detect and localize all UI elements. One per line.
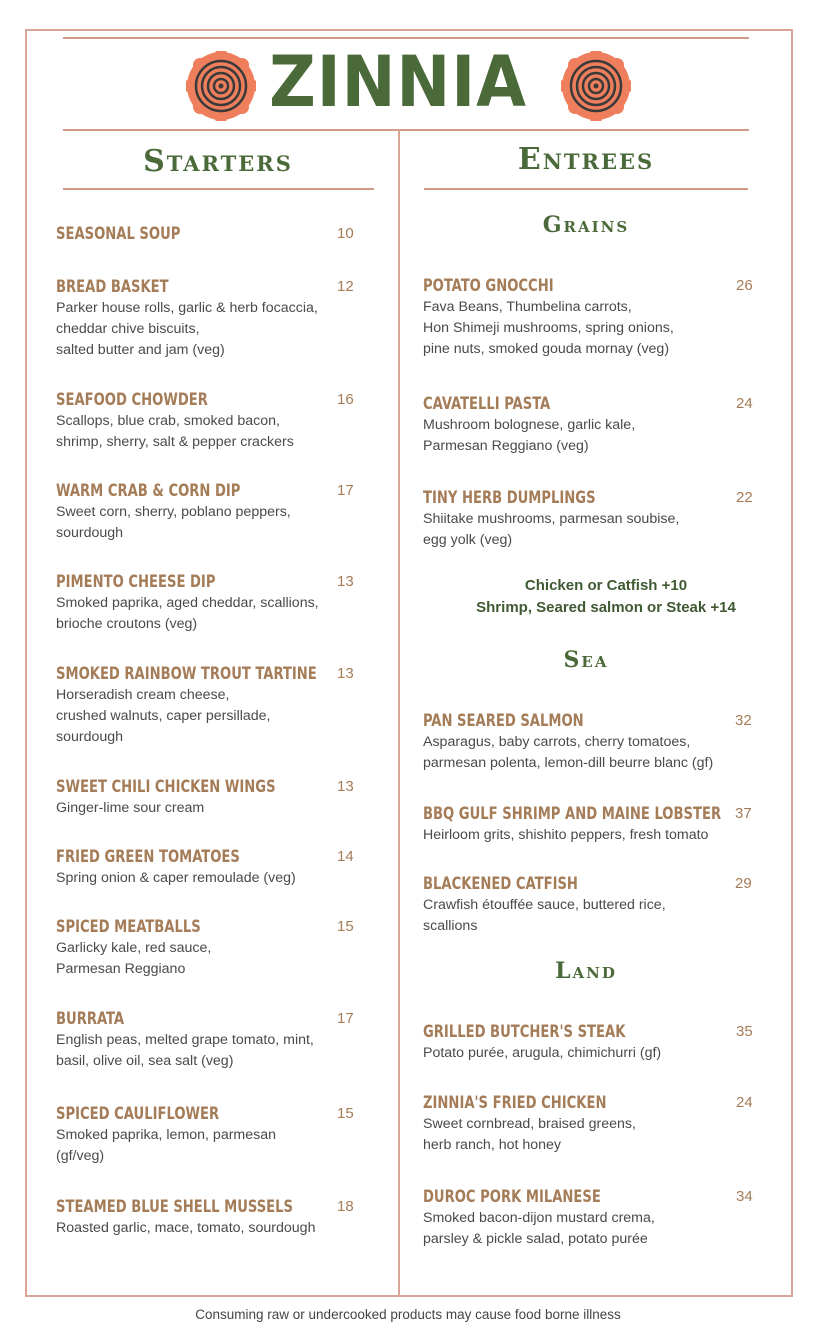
menu-item-name: PIMENTO CHEESE DIP — [56, 572, 216, 592]
menu-item-description: pine nuts, smoked gouda mornay (veg) — [423, 341, 670, 357]
menu-item-name: STEAMED BLUE SHELL MUSSELS — [56, 1197, 294, 1217]
menu-item-name: SEASONAL SOUP — [56, 224, 181, 244]
menu-item — [423, 1092, 636, 1156]
grains-heading: Grains — [542, 212, 630, 238]
menu-item-description: basil, olive oil, sea salt (veg) — [56, 1053, 234, 1069]
menu-item-description: (gf/veg) — [56, 1148, 105, 1164]
menu-item-price: 32 — [735, 712, 752, 729]
menu-item-price: 15 — [337, 1105, 354, 1122]
sea-heading: Sea — [563, 647, 609, 673]
addon-line: Chicken or Catfish +10 — [524, 577, 688, 594]
menu-item-description: Asparagus, baby carrots, cherry tomatoes, — [423, 734, 691, 750]
menu-item-description: Sweet corn, sherry, poblano peppers, — [56, 504, 291, 520]
menu-item-name: SPICED MEATBALLS — [56, 917, 201, 937]
zinnia-flower-icon — [561, 51, 631, 121]
menu-item — [423, 1021, 661, 1064]
zinnia-flower-icon — [186, 51, 256, 121]
restaurant-name: ZINNIA — [269, 41, 527, 123]
menu-item-description: egg yolk (veg) — [423, 532, 513, 548]
header-top-rule — [63, 37, 749, 39]
menu-item-name: PAN SEARED SALMON — [423, 711, 584, 731]
menu-item-description: Fava Beans, Thumbelina carrots, — [423, 299, 632, 315]
menu-item-description: Mushroom bolognese, garlic kale, — [423, 417, 636, 433]
menu-item-name: BBQ GULF SHRIMP AND MAINE LOBSTER — [423, 804, 722, 824]
menu-item — [423, 1186, 655, 1250]
menu-item-name: TINY HERB DUMPLINGS — [423, 488, 596, 508]
menu-item — [56, 663, 359, 748]
menu-item-name: SWEET CHILI CHICKEN WINGS — [56, 777, 276, 797]
menu-item-description: scallions — [423, 918, 478, 934]
menu-item — [56, 480, 291, 544]
menu-item-name: GRILLED BUTCHER'S STEAK — [423, 1022, 626, 1042]
menu-item-description: Parmesan Reggiano — [56, 961, 186, 977]
menu-item-description: sourdough — [56, 525, 124, 541]
menu-item-price: 12 — [337, 278, 354, 295]
menu-item-price: 35 — [736, 1023, 753, 1040]
menu-item-name: BREAD BASKET — [56, 277, 169, 297]
header-bottom-rule — [63, 129, 749, 131]
column-divider — [398, 130, 400, 1296]
menu-item-description: brioche croutons (veg) — [56, 616, 198, 632]
menu-item-description: salted butter and jam (veg) — [56, 342, 225, 358]
menu-item-name: DUROC PORK MILANESE — [423, 1187, 601, 1207]
menu-item — [56, 1008, 314, 1072]
menu-item-description: Smoked paprika, lemon, parmesan — [56, 1127, 277, 1143]
menu-item-name: SPICED CAULIFLOWER — [56, 1104, 220, 1124]
menu-item-price: 13 — [337, 573, 354, 590]
land-heading: Land — [555, 958, 617, 984]
menu-item — [423, 393, 635, 457]
starters-heading: Starters — [143, 144, 293, 179]
menu-item-description: Shiitake mushrooms, parmesan soubise, — [423, 511, 680, 527]
menu-item-description: Smoked paprika, aged cheddar, scallions, — [56, 595, 319, 611]
menu-item-price: 17 — [337, 482, 354, 499]
menu-item-name: FRIED GREEN TOMATOES — [56, 847, 240, 867]
menu-item-description: sourdough — [56, 729, 124, 745]
menu-item — [56, 846, 296, 889]
menu-item — [423, 275, 674, 360]
menu-item-name: ZINNIA'S FRIED CHICKEN — [423, 1093, 607, 1113]
menu-item — [56, 223, 201, 245]
menu-item-price: 16 — [337, 391, 354, 408]
menu-item-description: Scallops, blue crab, smoked bacon, — [56, 413, 280, 429]
menu-item-description: herb ranch, hot honey — [423, 1137, 562, 1153]
starters-rule — [63, 188, 374, 190]
menu-item-name: CAVATELLI PASTA — [423, 394, 551, 414]
menu-item-description: Parker house rolls, garlic & herb focaccia, — [56, 300, 318, 316]
menu-item-name: BURRATA — [56, 1009, 125, 1029]
menu-item-price: 18 — [337, 1198, 354, 1215]
menu-item-description: Heirloom grits, shishito peppers, fresh tomato — [423, 827, 709, 843]
entrees-rule — [424, 188, 748, 190]
menu-item — [56, 571, 319, 635]
menu-item-description: parmesan polenta, lemon-dill beurre blanc (gf) — [423, 755, 714, 771]
menu-item-description: Garlicky kale, red sauce, — [56, 940, 212, 956]
menu-item — [423, 710, 713, 774]
entrees-heading: Entrees — [517, 142, 655, 177]
menu-item-price: 10 — [337, 225, 354, 242]
footer-disclaimer: Consuming raw or undercooked products may cause food borne illness — [195, 1307, 621, 1322]
menu-item — [423, 873, 666, 937]
menu-item — [56, 776, 311, 819]
menu-item-price: 37 — [735, 805, 752, 822]
menu-item-price: 26 — [736, 277, 753, 294]
menu-item-description: shrimp, sherry, salt & pepper crackers — [56, 434, 294, 450]
menu-item-description: Hon Shimeji mushrooms, spring onions, — [423, 320, 674, 336]
menu-item-name: SEAFOOD CHOWDER — [56, 390, 208, 410]
menu-item-description: English peas, melted grape tomato, mint, — [56, 1032, 314, 1048]
menu-item-description: Roasted garlic, mace, tomato, sourdough — [56, 1220, 316, 1236]
menu-item-description: parsley & pickle salad, potato purée — [423, 1231, 648, 1247]
menu-item-description: Ginger-lime sour cream — [56, 800, 205, 816]
menu-item-description: crushed walnuts, caper persillade, — [56, 708, 271, 724]
menu-item-price: 22 — [736, 489, 753, 506]
menu-item-description: cheddar chive biscuits, — [56, 321, 200, 337]
menu-item — [56, 916, 224, 980]
menu-item-name: POTATO GNOCCHI — [423, 276, 554, 296]
menu-item-description: Crawfish étouffée sauce, buttered rice, — [423, 897, 666, 913]
menu-item-price: 24 — [736, 395, 753, 412]
menu-item-name: WARM CRAB & CORN DIP — [56, 481, 241, 501]
menu-item — [56, 1196, 332, 1239]
menu-item — [423, 487, 679, 551]
menu-item-description: Potato purée, arugula, chimichurri (gf) — [423, 1045, 662, 1061]
menu-item — [56, 276, 318, 361]
menu-item-price: 14 — [337, 848, 354, 865]
menu-item-price: 17 — [337, 1010, 354, 1027]
menu-item-price: 34 — [736, 1188, 753, 1205]
menu-item-price: 15 — [337, 918, 354, 935]
menu-item-name: BLACKENED CATFISH — [423, 874, 578, 894]
addon-line: Shrimp, Seared salmon or Steak +14 — [476, 599, 736, 616]
menu-item-description: Sweet cornbread, braised greens, — [423, 1116, 636, 1132]
menu-item-name: SMOKED RAINBOW TROUT TARTINE — [56, 664, 317, 684]
menu-item-description: Smoked bacon-dijon mustard crema, — [423, 1210, 655, 1226]
menu-item-description: Parmesan Reggiano (veg) — [423, 438, 589, 454]
menu-item-price: 13 — [337, 778, 354, 795]
menu-item-price: 13 — [337, 665, 354, 682]
menu-item-price: 24 — [736, 1094, 753, 1111]
menu-item-description: Spring onion & caper remoulade (veg) — [56, 870, 296, 886]
menu-item-price: 29 — [735, 875, 752, 892]
menu-item — [56, 1103, 276, 1167]
menu-item — [56, 389, 294, 453]
menu-item-description: Horseradish cream cheese, — [56, 687, 230, 703]
menu-item — [423, 803, 770, 846]
